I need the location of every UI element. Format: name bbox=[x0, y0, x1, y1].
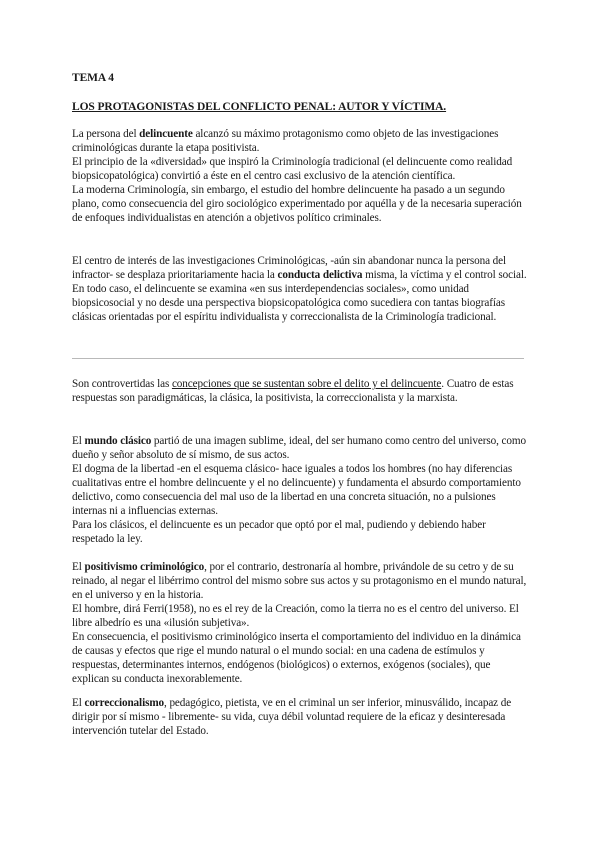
paragraph-text: alcanzó su máximo protagonismo como objeto de las investigaciones criminológicas durante la etapa positivista. bbox=[72, 128, 499, 154]
section-correccionalismo bbox=[72, 696, 528, 738]
paragraph bbox=[72, 127, 528, 155]
horizontal-divider bbox=[72, 358, 524, 359]
paragraph bbox=[72, 254, 528, 282]
paragraph: La moderna Criminología, sin embargo, el estudio del hombre delincuente ha pasado a un segundo plano, como consecuencia del giro sociológico experimentado por aquélla y de la necesaria superación de enfoques individualistas en atención a objetivos político criminales. bbox=[72, 184, 522, 224]
paragraph: El dogma de la libertad -en el esquema clásico- hace iguales a todos los hombres (no hay diferencias cualitativas entre el hombre delincuente y el no delincuente) y fundamenta el absurdo comportamiento delictivo, como consecuencia del mal uso de la libertad en una concreta situación, no a pulsiones internas ni a influencias externas. bbox=[72, 463, 521, 517]
document-title: LOS PROTAGONISTAS DEL CONFLICTO PENAL: AUTOR Y VÍCTIMA. bbox=[72, 101, 447, 113]
paragraph-text: El bbox=[72, 561, 85, 573]
paragraph-text: , por el contrario, destronaría al hombre, privándole de su cetro y de su reinado, al negar el libérrimo control del mismo sobre sus actos y su protagonismo en el mundo natural, en el universo y en la historia. bbox=[72, 561, 527, 601]
paragraph: Para los clásicos, el delincuente es un pecador que optó por el mal, pudiendo y debiendo haber respetado la ley. bbox=[72, 519, 486, 545]
section-concepciones bbox=[72, 377, 528, 405]
paragraph-text: partió de una imagen sublime, ideal, del ser humano como centro del universo, como dueño y señor absoluto de sí mismo, de sus actos. bbox=[72, 435, 526, 461]
section-delincuente bbox=[72, 127, 528, 225]
paragraph-text: El centro de interés de las investigaciones Criminológicas, -aún sin abandonar nunca la persona del infractor- se desplaza prioritariamente hacia la bbox=[72, 255, 507, 281]
chapter-heading: TEMA 4 bbox=[72, 72, 114, 84]
paragraph-text: La persona del bbox=[72, 128, 140, 140]
paragraph-text: El bbox=[72, 435, 85, 447]
paragraph bbox=[72, 434, 528, 462]
paragraph-text: misma, la víctima y el control social. bbox=[362, 269, 527, 281]
paragraph-text: . Cuatro de estas respuestas son paradigmáticas, la clásica, la positivista, la correccionalista y la marxista. bbox=[72, 378, 514, 404]
paragraph-text: El bbox=[72, 697, 85, 709]
paragraph: El hombre, dirá Ferri(1958), no es el rey de la Creación, como la tierra no es el centro del universo. El libre albedrío es una «ilusión subjetiva». bbox=[72, 603, 519, 629]
bold-term: correccionalismo bbox=[84, 697, 165, 709]
paragraph bbox=[72, 377, 528, 405]
bold-term: delincuente bbox=[139, 128, 193, 140]
paragraph-text: , pedagógico, pietista, ve en el criminal un ser inferior, minusválido, incapaz de dirigir por sí mismo - libremente- su vida, cuya débil voluntad requiere de la eficaz y desinteresada intervención tutelar del Estado. bbox=[72, 697, 512, 737]
bold-term: mundo clásico bbox=[84, 435, 152, 447]
bold-term: positivismo criminológico bbox=[84, 561, 205, 573]
section-centro-interes bbox=[72, 254, 528, 324]
paragraph: El principio de la «diversidad» que inspiró la Criminología tradicional (el delincuente como realidad biopsicopatológica) convirtió a éste en el centro casi exclusivo de la atención científica. bbox=[72, 156, 513, 182]
underlined-phrase: concepciones que se sustentan sobre el delito y el delincuente bbox=[171, 378, 442, 390]
paragraph: En consecuencia, el positivismo criminológico inserta el comportamiento del individuo en la dinámica de causas y efectos que rige el mundo natural o el mundo social: en una cadena de estímulos y respuestas, determinantes internos, endógenos (biológicos) o externos, exógenos (sociales), que explican su conducta inexorablemente. bbox=[72, 631, 521, 685]
bold-term: conducta delictiva bbox=[277, 269, 363, 281]
paragraph-text: Son controvertidas las bbox=[72, 378, 172, 390]
paragraph bbox=[72, 560, 528, 602]
section-positivismo bbox=[72, 560, 528, 686]
section-mundo-clasico bbox=[72, 434, 528, 546]
paragraph bbox=[72, 696, 528, 738]
paragraph: En todo caso, el delincuente se examina «en sus interdependencias sociales», como unidad biopsicosocial y no desde una perspectiva biopsicopatológica como sucediera con tantas biografías clásicas orientadas por el espíritu individualista y correccionalista de la Criminología tradicional. bbox=[72, 283, 505, 323]
